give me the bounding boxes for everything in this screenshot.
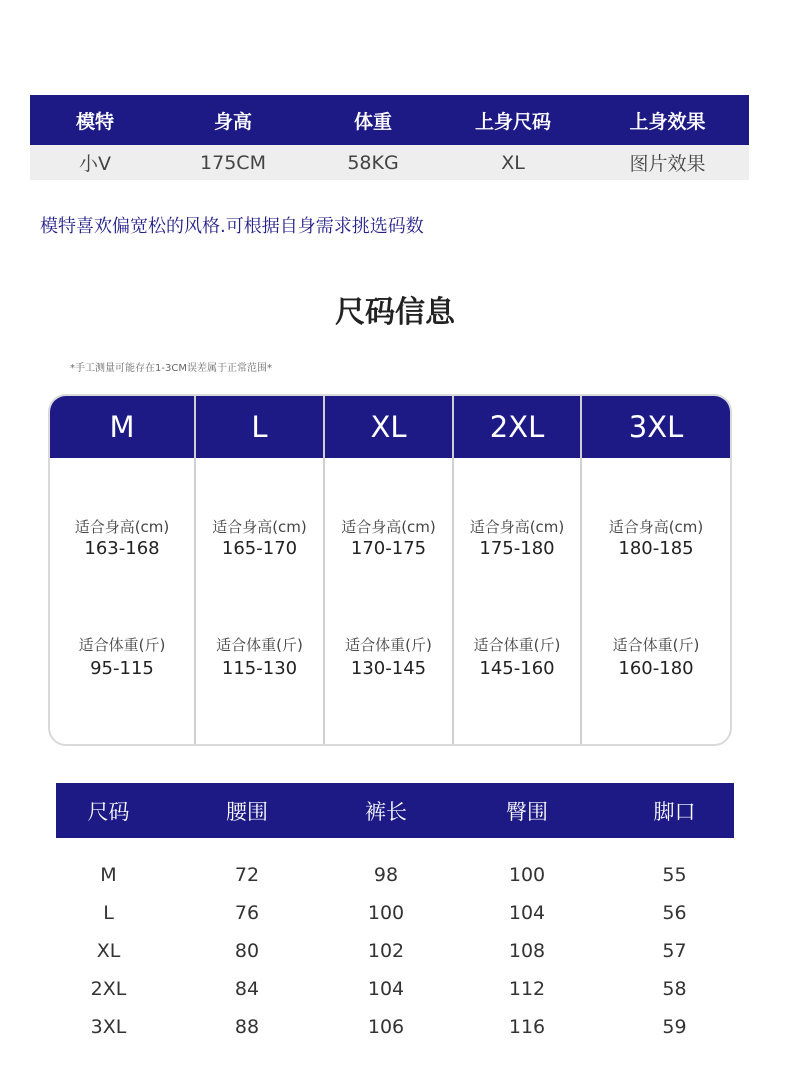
- style-note: 模特喜欢偏宽松的风格.可根据自身需求挑选码数: [40, 216, 424, 237]
- table-row: [56, 1008, 734, 1046]
- table-cell: 2XL: [90, 978, 127, 1000]
- model-header-cell: 上身效果: [629, 110, 706, 133]
- size-label: M: [50, 396, 194, 458]
- fit-weight-label: 适合体重(斤): [216, 636, 303, 654]
- size-label: XL: [325, 396, 452, 458]
- fit-height-label: 适合身高(cm): [212, 518, 307, 536]
- measurement-note: *手工测量可能存在1-3CM误差属于正常范围*: [70, 363, 272, 374]
- model-header-cell: 上身尺码: [474, 110, 551, 133]
- table-cell: 59: [662, 1016, 687, 1038]
- model-table: [30, 95, 749, 180]
- table-row: [56, 970, 734, 1008]
- model-table-header: [30, 95, 749, 145]
- model-cell: XL: [501, 151, 525, 174]
- fit-height-label: 适合身高(cm): [469, 518, 565, 536]
- table-cell: 57: [662, 940, 687, 962]
- table-cell: 104: [508, 902, 546, 924]
- size-column-2xl: [454, 396, 582, 744]
- table-cell: 116: [508, 1016, 546, 1038]
- model-header-cell: 身高: [213, 110, 252, 133]
- table-cell: 112: [508, 978, 546, 1000]
- fit-weight-value: 115-130: [221, 658, 298, 679]
- section-title: 尺码信息: [335, 295, 455, 330]
- measure-table-body: [56, 856, 734, 1046]
- model-header-cell: 体重: [353, 110, 392, 133]
- measure-header-cell: 脚口: [653, 799, 696, 824]
- table-cell: 104: [367, 978, 405, 1000]
- table-cell: M: [100, 864, 117, 886]
- fit-weight-value: 130-145: [350, 658, 427, 679]
- fit-height-value: 170-175: [350, 538, 427, 559]
- table-cell: 84: [234, 978, 260, 1000]
- table-cell: 98: [373, 864, 399, 886]
- model-table-row: [30, 145, 749, 180]
- fit-height-label: 适合身高(cm): [608, 518, 704, 536]
- table-cell: 56: [662, 902, 687, 924]
- table-cell: 88: [234, 1016, 260, 1038]
- measure-table-header: [56, 783, 734, 838]
- size-label: 2XL: [454, 396, 580, 458]
- table-cell: 80: [234, 940, 260, 962]
- size-label: 3XL: [582, 396, 730, 458]
- table-cell: 100: [508, 864, 546, 886]
- size-label: L: [196, 396, 323, 458]
- fit-weight-label: 适合体重(斤): [345, 636, 432, 654]
- measure-header-cell: 裤长: [365, 799, 407, 824]
- model-cell: 175CM: [200, 151, 266, 174]
- measure-header-cell: 尺码: [87, 799, 130, 824]
- fit-weight-label: 适合体重(斤): [473, 636, 561, 654]
- table-cell: 76: [234, 902, 260, 924]
- table-cell: 55: [662, 864, 687, 886]
- fit-height-label: 适合身高(cm): [74, 518, 170, 536]
- measure-header-cell: 臀围: [506, 799, 548, 824]
- table-cell: 108: [508, 940, 546, 962]
- fit-height-value: 163-168: [84, 538, 160, 559]
- fit-height-value: 175-180: [479, 538, 555, 559]
- table-cell: L: [103, 902, 114, 924]
- size-column-xl: [325, 396, 454, 744]
- fit-weight-label: 适合体重(斤): [612, 636, 700, 654]
- table-cell: 3XL: [90, 1016, 127, 1038]
- table-cell: 102: [367, 940, 405, 962]
- table-row: [56, 856, 734, 894]
- fit-height-label: 适合身高(cm): [341, 518, 436, 536]
- model-cell: 58KG: [347, 151, 399, 174]
- table-cell: XL: [96, 940, 121, 962]
- size-column-m: [50, 396, 196, 744]
- measure-header-cell: 腰围: [226, 799, 268, 824]
- table-row: [56, 932, 734, 970]
- size-column-l: [196, 396, 325, 744]
- table-row: [56, 894, 734, 932]
- size-card: [48, 394, 732, 746]
- fit-weight-label: 适合体重(斤): [78, 636, 166, 654]
- table-cell: 58: [662, 978, 687, 1000]
- table-cell: 100: [367, 902, 405, 924]
- table-cell: 72: [234, 864, 260, 886]
- fit-weight-value: 160-180: [618, 658, 694, 679]
- model-header-cell: 模特: [75, 110, 114, 133]
- fit-weight-value: 145-160: [479, 658, 555, 679]
- model-cell: 图片效果: [629, 153, 706, 175]
- fit-weight-value: 95-115: [90, 658, 154, 679]
- size-column-3xl: [582, 396, 730, 744]
- model-cell: 小V: [79, 153, 111, 175]
- fit-height-value: 180-185: [618, 538, 694, 559]
- fit-height-value: 165-170: [221, 538, 298, 559]
- table-cell: 106: [367, 1016, 405, 1038]
